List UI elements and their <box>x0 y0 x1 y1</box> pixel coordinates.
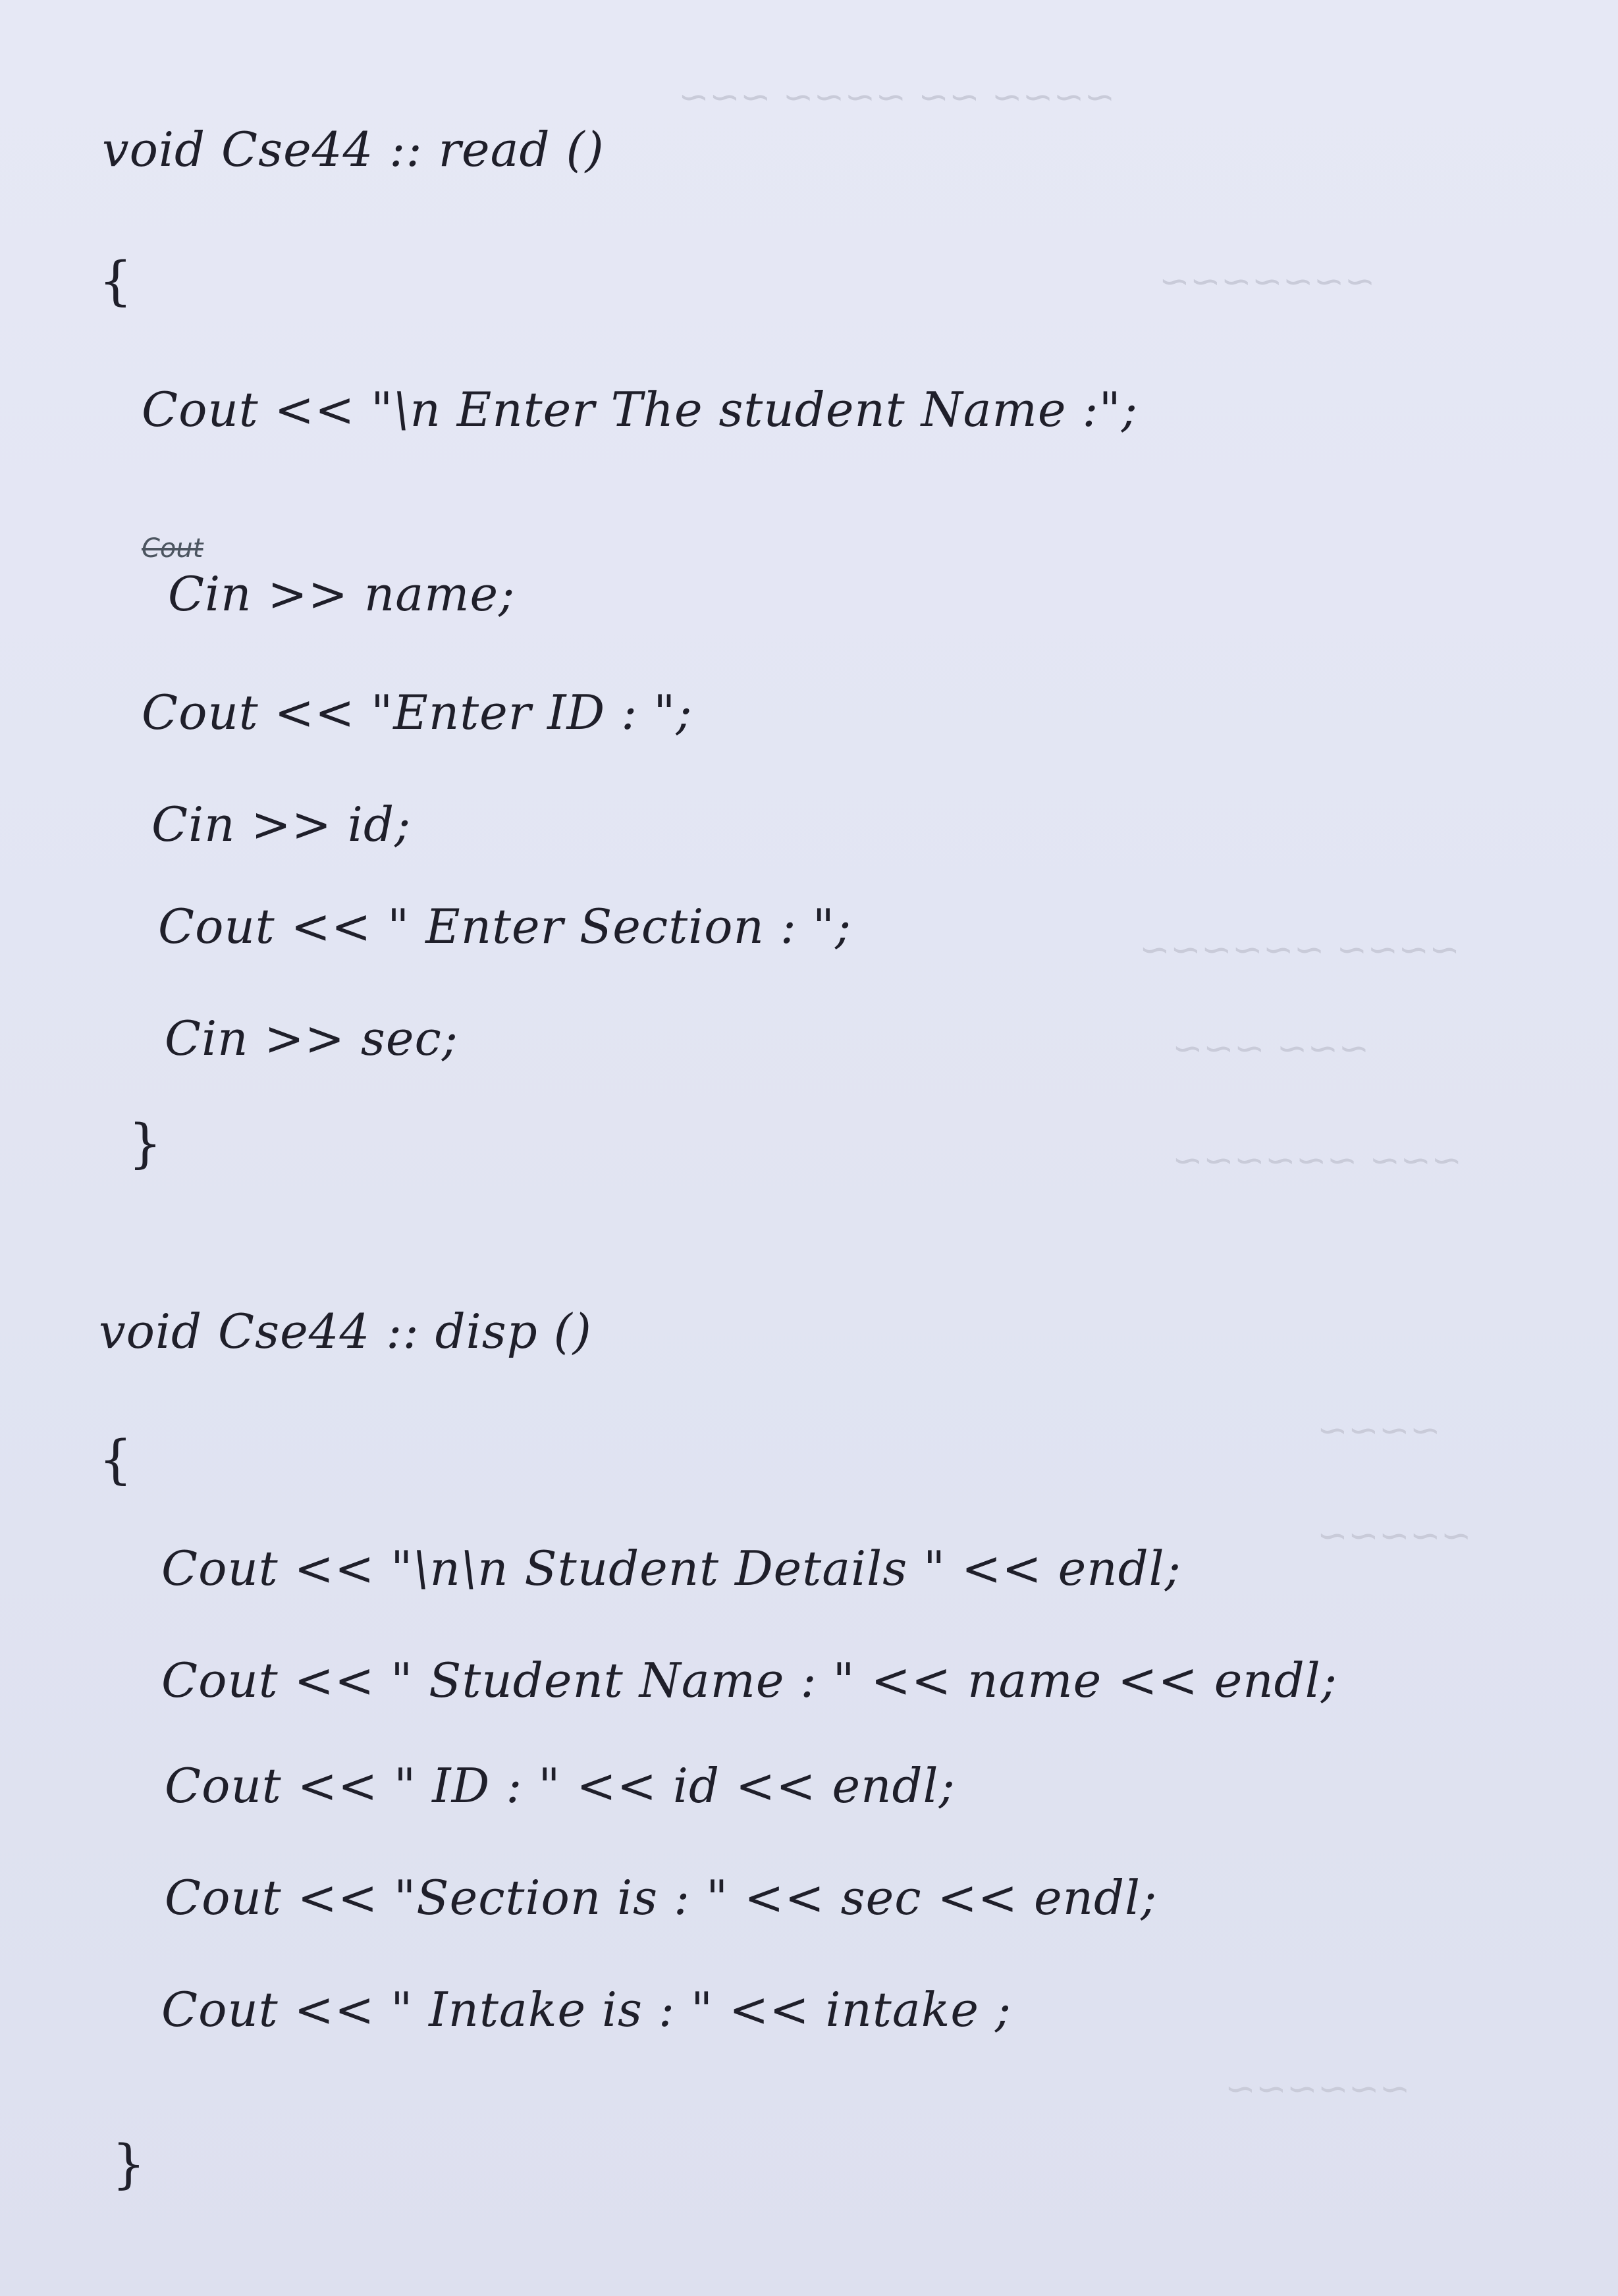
code-line-3: Cout << "\n Enter The student Name :"; <box>142 382 1138 437</box>
code-line-14: Cout << " ID : " << id << endl; <box>165 1758 956 1813</box>
code-line-9: } <box>128 1113 163 1174</box>
code-line-1: void Cse44 :: read () <box>102 122 605 177</box>
code-line-5: Cout << "Enter ID : "; <box>142 685 693 740</box>
bleed-through-6: ~~~~ <box>1317 1409 1441 1452</box>
code-line-6: Cin >> id; <box>151 797 412 852</box>
bleed-through-7: ~~~~~ <box>1317 1514 1472 1557</box>
bleed-through-2: ~~~~~~~ <box>1159 260 1376 303</box>
bleed-through-3: ~~~~ ~~~~~~ <box>1139 928 1461 971</box>
code-line-12: Cout << "\n\n Student Details " << endl; <box>161 1541 1181 1596</box>
code-line-13: Cout << " Student Name : " << name << endl; <box>161 1653 1338 1708</box>
bleed-through-1: ~~~~ ~~ ~~~~ ~~~ <box>678 76 1116 119</box>
bleed-through-4: ~~~ ~~~ <box>1172 1027 1370 1070</box>
code-line-4: Cin >> name; <box>168 566 516 622</box>
code-line-10: void Cse44 :: disp () <box>99 1304 592 1359</box>
bleed-through-8: ~~~~~~ <box>1225 2068 1411 2110</box>
code-line-7: Cout << " Enter Section : "; <box>158 899 852 954</box>
code-line-8: Cin >> sec; <box>165 1011 459 1066</box>
code-line-2: { <box>99 250 133 311</box>
code-line-11: { <box>99 1429 133 1490</box>
code-line-17: } <box>112 2133 146 2195</box>
struck-word: Cout <box>142 533 203 564</box>
code-line-16: Cout << " Intake is : " << intake ; <box>161 1982 1012 2037</box>
code-line-15: Cout << "Section is : " << sec << endl; <box>165 1870 1158 1925</box>
bleed-through-5: ~~~ ~~~~~~ <box>1172 1139 1463 1182</box>
